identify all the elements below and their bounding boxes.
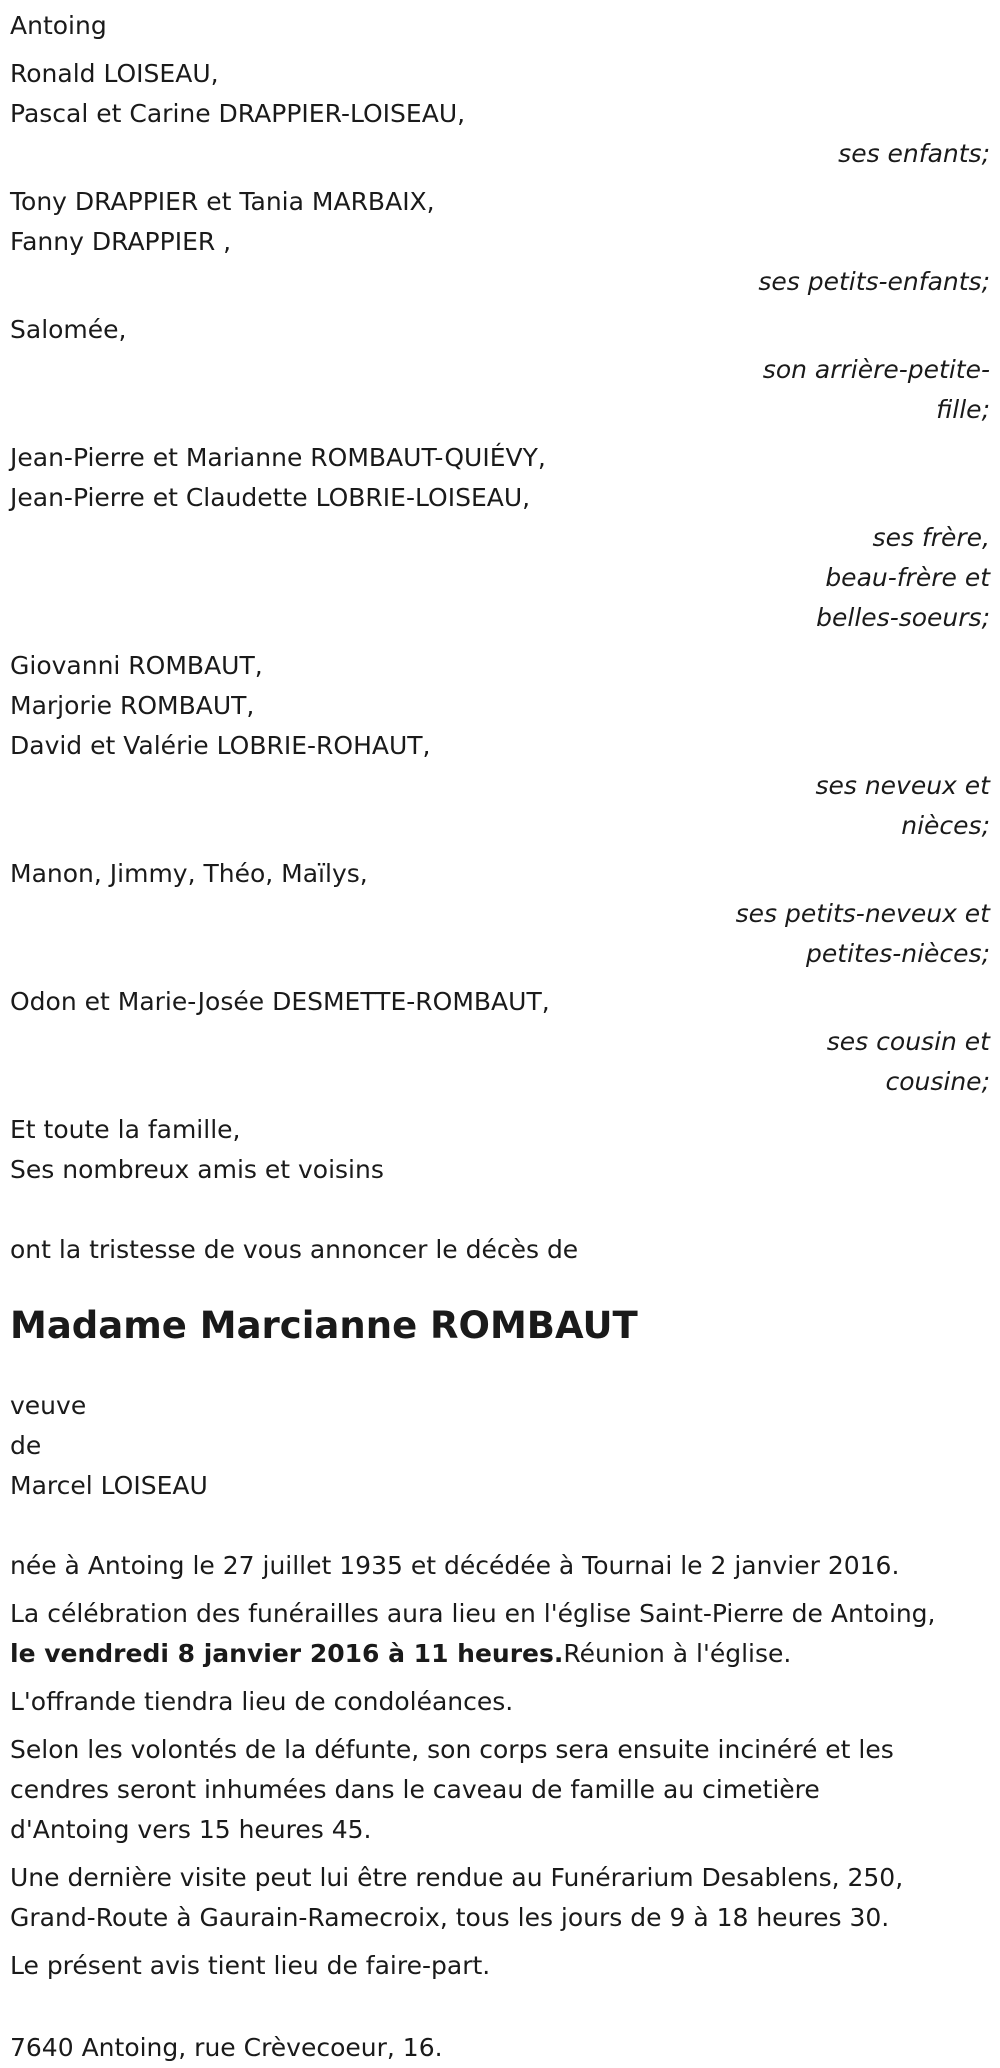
family-name-line: Salomée, [10,315,127,344]
family-role-line: petites-nièces; [806,939,990,968]
family-role-line: son arrière-petite- [762,355,990,384]
family-name-line: Jean-Pierre et Marianne ROMBAUT-QUIÉVY, [10,443,546,472]
cremation-line: d'Antoing vers 15 heures 45. [10,1815,372,1844]
family-name-line: Jean-Pierre et Claudette LOBRIE-LOISEAU, [10,483,531,512]
family-name-line: Odon et Marie-Josée DESMETTE-ROMBAUT, [10,987,550,1016]
spacer [10,1190,990,1230]
family-group-cousins [10,982,990,1102]
family-name-line: Marjorie ROMBAUT, [10,691,255,720]
ceremony-meeting: Réunion à l'église. [563,1639,792,1668]
visit-line: Grand-Route à Gaurain-Ramecroix, tous les jours de 9 à 18 heures 30. [10,1903,890,1932]
birth-death-text: née à Antoing le 27 juillet 1935 et décédée à Tournai le 2 janvier 2016. [10,1551,900,1580]
family-role [10,518,990,638]
family-name-line: Ronald LOISEAU, [10,59,219,88]
family-name-line: Manon, Jimmy, Théo, Maïlys, [10,859,368,888]
family-name-line: Tony DRAPPIER et Tania MARBAIX, [10,187,435,216]
family-name-line: Giovanni ROMBAUT, [10,651,263,680]
family-group-grand-nephews [10,854,990,974]
family-role-line: ses frère, [872,523,990,552]
others-line: Ses nombreux amis et voisins [10,1155,384,1184]
family-group-children [10,54,990,174]
deceased-name: Madame Marcianne ROMBAUT [10,1304,638,1347]
details-block [10,1546,990,1986]
offering-text: L'offrande tiendra lieu de condoléances. [10,1687,514,1716]
cremation-paragraph [10,1730,990,1850]
family-role-line: ses enfants; [838,139,990,168]
ceremony-line [10,1634,990,1674]
family-group-siblings [10,438,990,638]
family-role-line: beau-frère et [825,563,990,592]
header-place: Antoing [10,11,107,40]
family-name-line: David et Valérie LOBRIE-ROHAUT, [10,731,431,760]
family-role-line: ses petits-enfants; [758,267,990,296]
cremation-line: Selon les volontés de la défunte, son corps sera ensuite incinéré et les [10,1735,894,1764]
others-group [10,1110,990,1190]
visit-line: Une dernière visite peut lui être rendue au Funérarium Desablens, 250, [10,1863,904,1892]
notice-text: Le présent avis tient lieu de faire-part. [10,1951,491,1980]
obituary-content [10,6,990,2068]
family-role-line: fille; [936,395,990,424]
family-role-line: nièces; [901,811,990,840]
family-role [10,350,990,430]
widow-line: veuve [10,1391,87,1420]
ceremony-date: le vendredi 8 janvier 2016 à 11 heures. [10,1639,564,1668]
spacer [10,1506,990,1546]
ceremony-paragraph [10,1594,990,1674]
family-name-line: Pascal et Carine DRAPPIER-LOISEAU, [10,99,466,128]
family-role [10,1022,990,1102]
family-name-line: Fanny DRAPPIER , [10,227,232,256]
family-group-great-granddaughter [10,310,990,430]
family-role [10,262,990,302]
family-group-nephews [10,646,990,846]
family-group-grandchildren [10,182,990,302]
widow-line: Marcel LOISEAU [10,1471,208,1500]
family-role-line: ses neveux et [815,771,990,800]
family-role [10,766,990,846]
ceremony-intro: La célébration des funérailles aura lieu en l'église Saint-Pierre de Antoing, [10,1599,936,1628]
family-role [10,894,990,974]
announcement-text: ont la tristesse de vous annoncer le décès de [10,1235,579,1264]
address-text: 7640 Antoing, rue Crèvecoeur, 16. [10,2033,443,2062]
family-role-line: cousine; [885,1067,990,1096]
family-role-line: belles-soeurs; [816,603,990,632]
cremation-line: cendres seront inhumées dans le caveau de famille au cimetière [10,1775,820,1804]
widow-block [10,1386,990,1506]
widow-line: de [10,1431,42,1460]
family-role-line: ses cousin et [826,1027,990,1056]
family-role [10,134,990,174]
visit-paragraph [10,1858,990,1938]
others-line: Et toute la famille, [10,1115,241,1144]
family-role-line: ses petits-neveux et [735,899,990,928]
